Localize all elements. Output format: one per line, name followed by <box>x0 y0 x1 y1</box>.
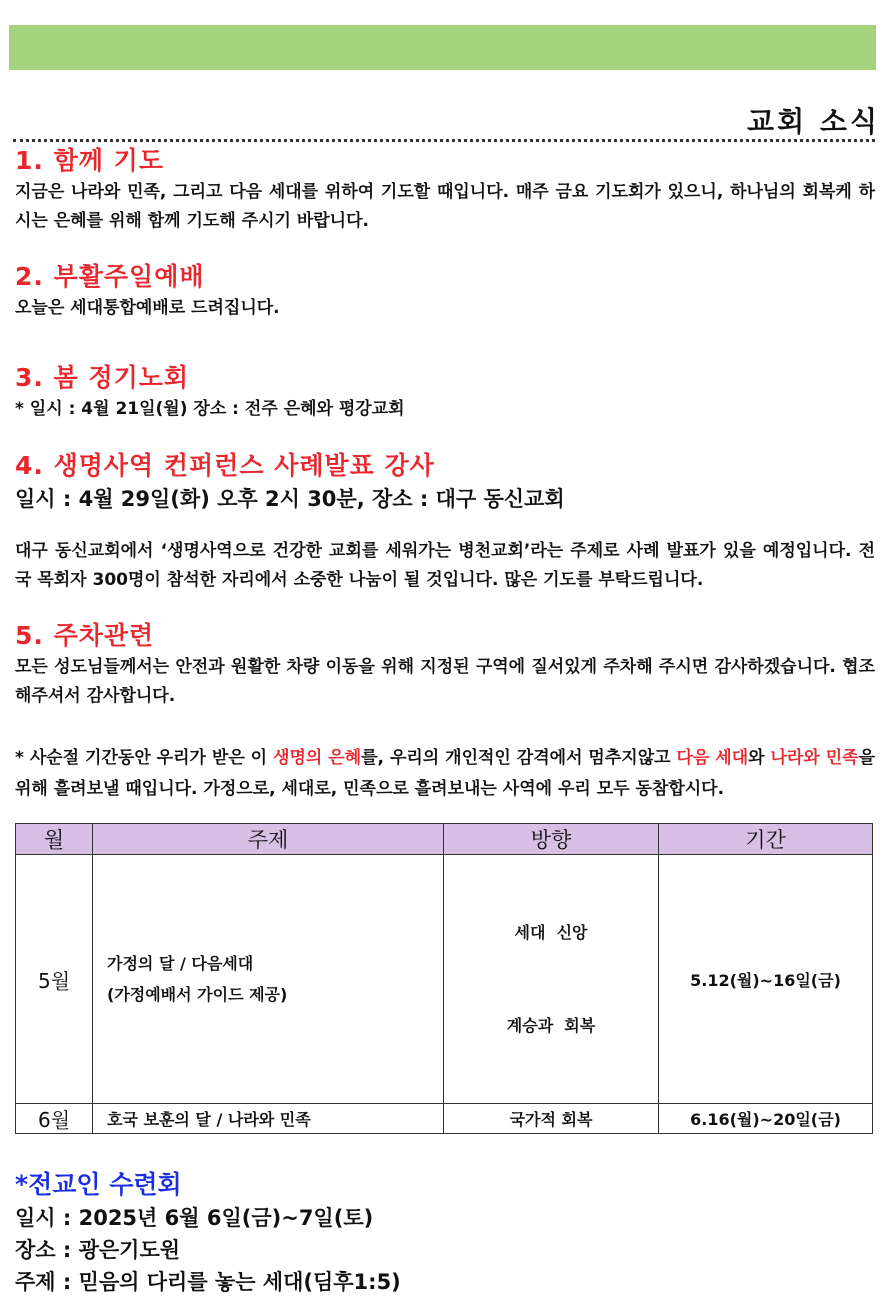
page-title: 교회 소식 <box>747 105 880 138</box>
retreat-title: *전교인 수련회 <box>15 1170 182 1199</box>
note-text: 을 위해 흘려보낼 때입니다. 가정으로, 세대로, 민족으로 흘려보내는 사역에 우리 모두 동참합시다. <box>15 748 876 799</box>
table-header-row <box>16 824 873 855</box>
cell-period: 6.16(월)~20일(금) <box>659 1104 873 1134</box>
content <box>15 144 875 1298</box>
cell-theme: 호국 보훈의 달 / 나라와 민족 <box>93 1104 444 1134</box>
section-title: 5. 주차관련 <box>15 621 155 650</box>
cell-text: (가정예배서 가이드 제공) <box>107 985 288 1004</box>
cell-theme <box>93 855 444 1104</box>
note-highlight: 생명의 은혜 <box>273 748 362 768</box>
section-conference <box>15 449 875 595</box>
note-text: 를, 우리의 개인적인 감격에서 멈추지않고 <box>361 748 677 768</box>
lent-note <box>15 743 875 805</box>
section-retreat <box>15 1168 875 1298</box>
note-text: * 사순절 기간동안 우리가 받은 이 <box>15 748 274 768</box>
section-body: 대구 동신교회에서 ‘생명사역으로 건강한 교회를 세워가는 병천교회’라는 주제로 사례 발표가 있을 예정입니다. 전국 목회자 300명이 참석한 자리에서 소중한 나눔이 될 것입니다. 많은 기도를 부탁드립니다. <box>15 541 875 590</box>
cell-direction <box>444 855 659 1104</box>
cell-text: 세대 신앙 <box>514 923 588 942</box>
retreat-line: 장소 : 광은기도원 <box>15 1238 181 1262</box>
table-row <box>16 855 873 1104</box>
note-highlight: 나라와 민족 <box>770 748 859 768</box>
section-body: 모든 성도님들께서는 안전과 원활한 차량 이동을 위해 지정된 구역에 질서있게 주차해 주시면 감사하겠습니다. 협조해주셔서 감사합니다. <box>15 657 875 706</box>
cell-text: 가정의 달 / 다음세대 <box>107 954 254 973</box>
note-text: 와 <box>748 748 771 768</box>
table-row <box>16 1104 873 1134</box>
table-header: 주제 <box>93 824 444 855</box>
top-banner <box>9 25 876 70</box>
section-parking <box>15 619 875 711</box>
table-header: 기간 <box>659 824 873 855</box>
section-title: 4. 생명사역 컨퍼런스 사례발표 강사 <box>15 451 435 480</box>
note-highlight: 다음 세대 <box>676 748 749 768</box>
section-title: 3. 봄 정기노회 <box>15 363 190 392</box>
section-easter <box>15 260 875 323</box>
section-presbytery <box>15 361 875 424</box>
cell-month: 6월 <box>16 1104 93 1134</box>
section-lead: 일시 : 4월 29일(화) 오후 2시 30분, 장소 : 대구 동신교회 <box>15 487 565 511</box>
cell-text: 계승과 회복 <box>506 1016 596 1035</box>
cell-direction: 국가적 회복 <box>444 1104 659 1134</box>
section-prayer <box>15 144 875 236</box>
dotted-divider <box>13 139 875 142</box>
cell-month: 5월 <box>16 855 93 1104</box>
section-title: 2. 부활주일예배 <box>15 262 205 291</box>
table-header: 월 <box>16 824 93 855</box>
retreat-line: 주제 : 믿음의 다리를 놓는 세대(딤후1:5) <box>15 1270 401 1294</box>
schedule-table <box>15 823 873 1134</box>
section-body: 오늘은 세대통합예배로 드려집니다. <box>15 298 280 318</box>
section-body: * 일시 : 4월 21일(월) 장소 : 전주 은혜와 평강교회 <box>15 399 405 419</box>
section-body: 지금은 나라와 민족, 그리고 다음 세대를 위하여 기도할 때입니다. 매주 금요 기도회가 있으니, 하나님의 회복케 하시는 은혜를 위해 함께 기도해 주시기 바랍니다. <box>15 182 875 231</box>
cell-period: 5.12(월)~16일(금) <box>659 855 873 1104</box>
table-header: 방향 <box>444 824 659 855</box>
section-title: 1. 함께 기도 <box>15 146 164 175</box>
retreat-line: 일시 : 2025년 6월 6일(금)~7일(토) <box>15 1206 374 1230</box>
